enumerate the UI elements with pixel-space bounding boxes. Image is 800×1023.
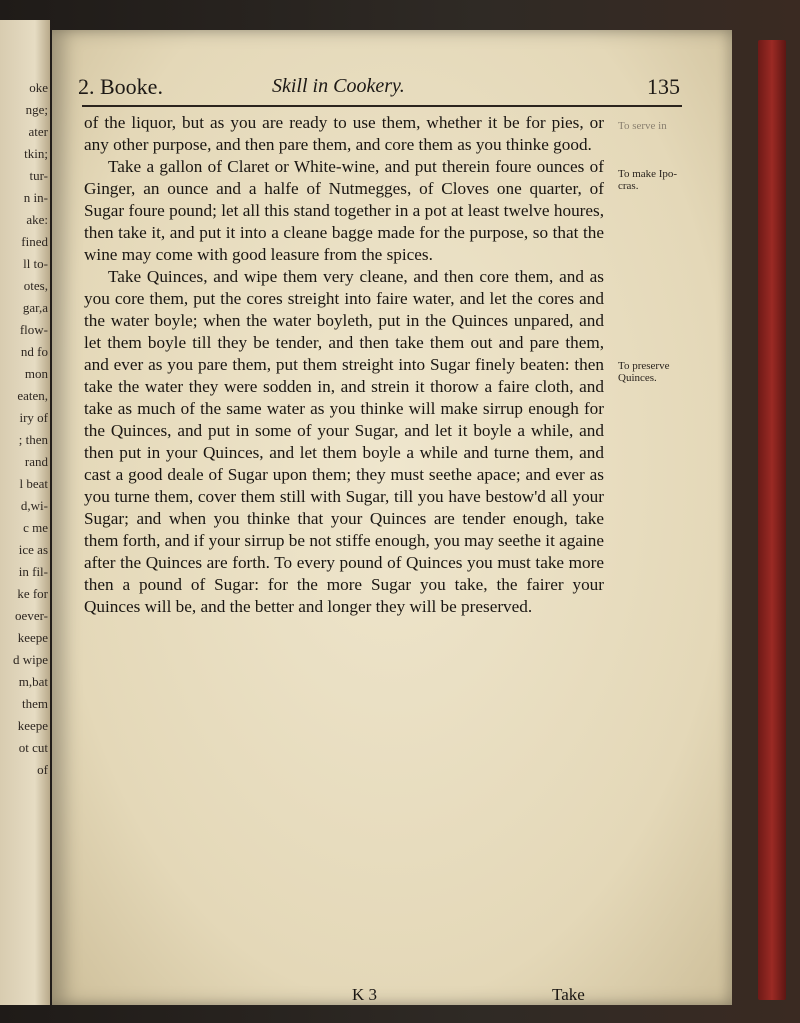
left-page-fragment: l beat [19, 476, 48, 491]
page-number: 135 [647, 74, 680, 99]
left-page-fragment: keepe [17, 718, 48, 733]
left-facing-page [0, 20, 50, 1005]
left-page-fragment: nge; [25, 102, 48, 117]
left-page-fragment: of [37, 762, 48, 777]
left-page-fragment: rand [24, 454, 48, 469]
left-page-fragment: oke [29, 80, 48, 95]
faint-marginalia: To serve in [618, 120, 667, 132]
left-page-fragment: mon [24, 366, 48, 381]
left-page-fragment: them [22, 696, 48, 711]
left-page-fragment: otes, [23, 278, 48, 293]
running-title: Skill in Cookery. [272, 75, 405, 97]
book-number: 2. Booke. [78, 74, 163, 99]
left-page-fragment: in fil- [18, 564, 48, 579]
margin-note-ipocras: To make Ipo-cras. [618, 168, 678, 192]
left-page-fragment: tkin; [24, 146, 48, 161]
left-page-fragment: n in- [23, 190, 48, 205]
left-page-fragment: eaten, [17, 388, 48, 403]
left-page-fragment: ater [28, 124, 48, 139]
left-page-fragment: ake: [26, 212, 48, 227]
left-page-fragment: flow- [19, 322, 48, 337]
binding-edge [758, 40, 786, 1000]
signature-mark: K 3 [352, 985, 378, 1004]
catchword: Take [552, 985, 585, 1004]
left-page-fragment: tur- [29, 168, 48, 183]
left-page-fragment: ll to- [23, 256, 48, 271]
running-head [72, 72, 712, 106]
left-page-fragment: ice as [18, 542, 48, 557]
left-page-fragment: ; then [18, 432, 48, 447]
left-page-fragment: nd fo [20, 344, 48, 359]
left-page-fragment: m,bat [18, 674, 48, 689]
margin-note-quinces: To preserve Quinces. [618, 360, 670, 384]
left-page-fragment: d wipe [12, 652, 48, 667]
body-text [84, 112, 604, 618]
left-page-fragment: d,wi- [20, 498, 48, 513]
paragraph: Take a gallon of Claret or White-wine, and put therein foure ounces of Ginger, an ounce and a halfe of Nutmegges, of Cloves one quarter, of Sugar foure pound; let all this stand together in a pot at least twelve houres, then take it, and put it into a cleane bagge made for the purpose, so that the wine may come with good leasure from the spices. [84, 157, 604, 264]
left-page-fragment: oever- [15, 608, 48, 623]
left-page-fragment: keepe [17, 630, 48, 645]
book-page [52, 30, 732, 1005]
left-page-fragment: ot cut [18, 740, 48, 755]
left-page-fragment: ke for [17, 586, 48, 601]
left-page-fragment: fined [21, 234, 48, 249]
left-page-fragment: iry of [19, 410, 48, 425]
header-rule [82, 105, 682, 107]
left-page-fragment: gar,a [22, 300, 48, 315]
left-page-fragment: c me [23, 520, 48, 535]
paragraph: of the liquor, but as you are ready to use them, whether it be for pies, or any other purpose, and then pare them, and core them as you thinke good. [84, 113, 604, 154]
paragraph: Take Quinces, and wipe them very cleane, and then core them, and as you core them, put the cores streight into faire water, and let the cores and the water boyle; when the water boyleth, put in the Quinces unpared, and let them boyle till they be tender, and then take them out and pare them, and ever as you pare them, put them streight into Sugar finely beaten: then take the water they were sodden in, and strein it thorow a faire cloth, and take as much of the same water as you thinke will make sirrup enough for the Quinces, and put in some of your Sugar, and let it boyle a while, and then put in your Quinces, and let them boyle a while and turne them, and cast a good deale of Sugar upon them; they must seethe apace; and ever as you turne them, cover them still with Sugar, till you have bestow'd all your Sugar; and when you thinke that your Quinces are tender enough, take them forth, and if your sirrup be not stiffe enough, you may seethe it againe after the Quinces are forth. To every pound of Quinces you must take more then a pound of Sugar: for the more Sugar you take, the fairer your Quinces will be, and the better and longer they will be preserved. [84, 267, 604, 616]
